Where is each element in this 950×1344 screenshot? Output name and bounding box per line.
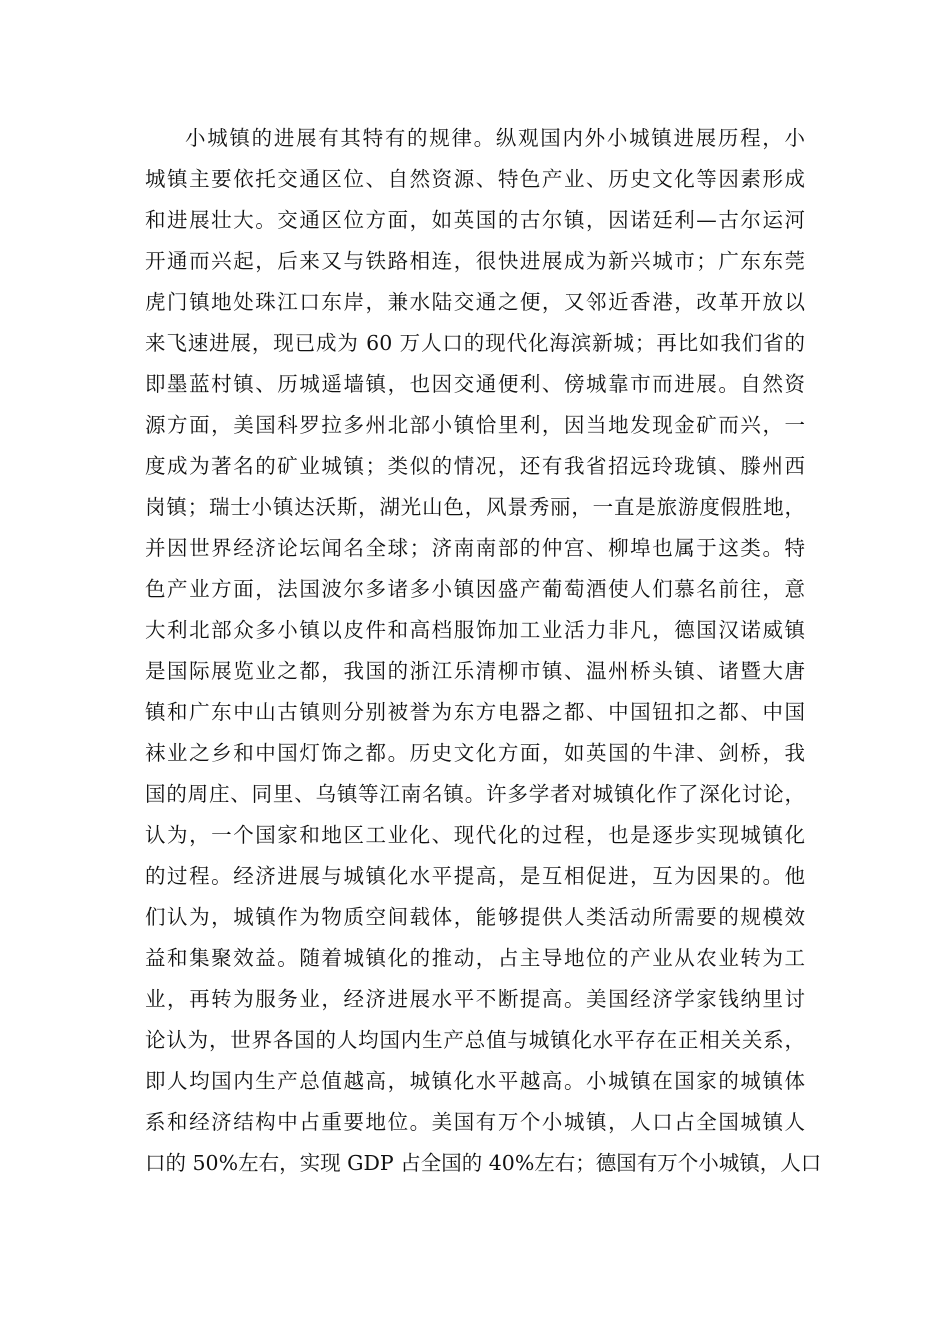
paragraph-line: 即墨蓝村镇、历城遥墙镇，也因交通便利、傍城靠市而进展。自然资 (145, 372, 805, 396)
paragraph-line: 和进展壮大。交通区位方面，如英国的古尔镇，因诺廷利—古尔运河 (145, 208, 805, 232)
paragraph-line: 国的周庄、同里、乌镇等江南名镇。许多学者对城镇化作了深化讨论， (145, 782, 805, 806)
paragraph-line: 系和经济结构中占重要地位。美国有万个小城镇，人口占全国城镇人 (145, 1110, 805, 1134)
paragraph-line: 即人均国内生产总值越高，城镇化水平越高。小城镇在国家的城镇体 (145, 1069, 805, 1093)
paragraph-line: 们认为，城镇作为物质空间载体，能够提供人类活动所需要的规模效 (145, 905, 805, 929)
paragraph-line: 岗镇；瑞士小镇达沃斯，湖光山色，风景秀丽，一直是旅游度假胜地， (145, 495, 805, 519)
paragraph-line: 源方面，美国科罗拉多州北部小镇恰里利，因当地发现金矿而兴，一 (145, 413, 805, 437)
paragraph-line: 开通而兴起，后来又与铁路相连，很快进展成为新兴城市；广东东莞 (145, 249, 805, 273)
paragraph-line: 益和集聚效益。随着城镇化的推动，占主导地位的产业从农业转为工 (145, 946, 805, 970)
paragraph-line: 镇和广东中山古镇则分别被誉为东方电器之都、中国钮扣之都、中国 (145, 700, 805, 724)
paragraph-line: 色产业方面，法国波尔多诸多小镇因盛产葡萄酒使人们慕名前往，意 (145, 577, 805, 601)
paragraph-line: 业，再转为服务业，经济进展水平不断提高。美国经济学家钱纳里讨 (145, 987, 805, 1011)
paragraph-line: 的过程。经济进展与城镇化水平提高，是互相促进，互为因果的。他 (145, 864, 805, 888)
paragraph-line: 并因世界经济论坛闻名全球；济南南部的仲宫、柳埠也属于这类。特 (145, 536, 805, 560)
paragraph-line: 度成为著名的矿业城镇；类似的情况，还有我省招远玲珑镇、滕州西 (145, 454, 805, 478)
paragraph-line: 是国际展览业之都，我国的浙江乐清柳市镇、温州桥头镇、诸暨大唐 (145, 659, 805, 683)
paragraph-line: 袜业之乡和中国灯饰之都。历史文化方面，如英国的牛津、剑桥，我 (145, 741, 805, 765)
paragraph-line: 来飞速进展，现已成为 60 万人口的现代化海滨新城；再比如我们省的 (145, 331, 805, 355)
paragraph-line: 小城镇的进展有其特有的规律。纵观国内外小城镇进展历程，小 (185, 126, 805, 150)
paragraph-line: 认为，一个国家和地区工业化、现代化的过程，也是逐步实现城镇化 (145, 823, 805, 847)
paragraph-line: 城镇主要依托交通区位、自然资源、特色产业、历史文化等因素形成 (145, 167, 805, 191)
paragraph-line: 口的 50%左右，实现 GDP 占全国的 40%左右；德国有万个小城镇，人口 (145, 1151, 822, 1175)
paragraph-line: 论认为，世界各国的人均国内生产总值与城镇化水平存在正相关关系， (145, 1028, 805, 1052)
body-paragraph (145, 118, 822, 1184)
paragraph-line: 虎门镇地处珠江口东岸，兼水陆交通之便，又邻近香港，改革开放以 (145, 290, 805, 314)
paragraph-line: 大利北部众多小镇以皮件和高档服饰加工业活力非凡，德国汉诺威镇 (145, 618, 805, 642)
